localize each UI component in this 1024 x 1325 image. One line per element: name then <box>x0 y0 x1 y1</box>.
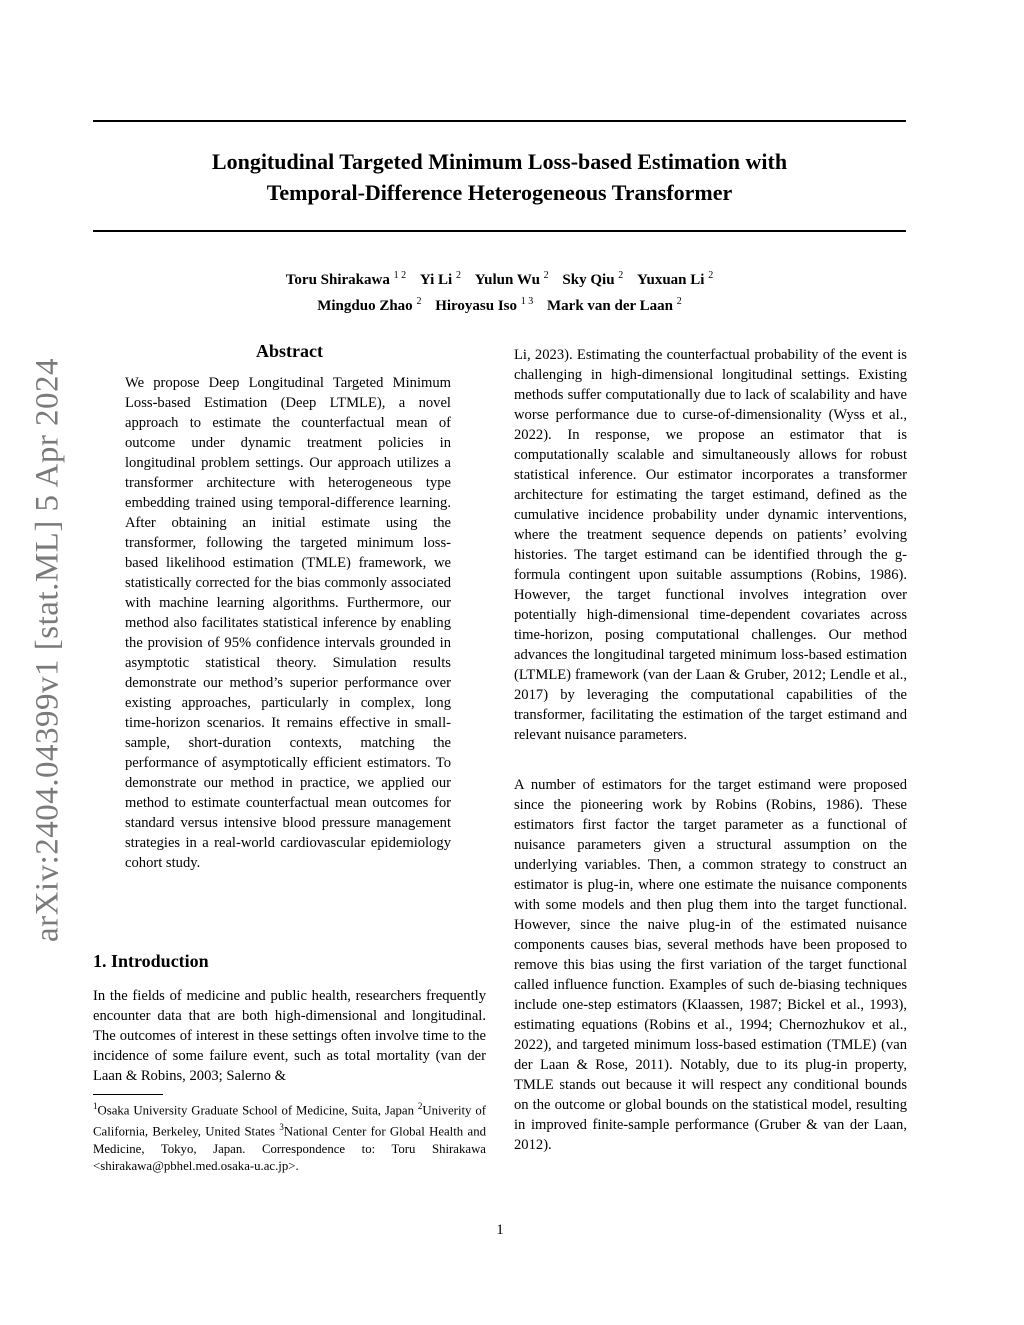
abstract-text: We propose Deep Longitudinal Targeted Minimum Loss-based Estimation (Deep LTMLE), a novel approach to estimate the counterfactual mean of outcome under dynamic treatment policies in longitudinal problem settings. Our approach utilizes a transformer architecture with heterogeneous type embedding trained using temporal-difference learning. After obtaining an initial estimate using the transformer, following the targeted minimum loss-based likelihood estimation (TMLE) framework, we statistically corrected for the bias commonly associated with machine learning algorithms. Furthermore, our method also facilitates statistical inference by enabling the provision of 95% confidence intervals grounded in asymptotic statistical theory. Simulation results demonstrate our method’s superior performance over existing approaches, particularly in complex, long time-horizon scenarios. It remains effective in small-sample, short-duration contexts, matching the performance of asymptotically efficient estimators. To demonstrate our method in practice, we applied our method to estimate counterfactual mean outcomes for standard versus intensive blood pressure management strategies in a real-world cardiovascular epidemiology cohort study. <box>125 375 451 871</box>
abstract-heading: Abstract <box>256 341 323 361</box>
author-list <box>93 265 906 317</box>
right-column-paragraph-2: A number of estimators for the target estimand were proposed since the pioneering work by Robins (Robins, 1986). These estimators first factor the target parameter as a functional of nuisance parameters given a structural assumption on the underlying variables. Then, a common strategy to construct an estimator is plug-in, where one estimate the nuisance components with some models and then plug them into the target functional. However, since the naive plug-in of the estimated nuisance components causes bias, several methods have been proposed to remove this bias using the first variation of the target functional called influence function. Examples of such de-biasing techniques include one-step estimators (Klaassen, 1987; Bickel et al., 1993), estimating equations (Robins et al., 1994; Chernozhukov et al., 2022), and targeted minimum loss-based estimation (TMLE) (van der Laan & Rose, 2011). Notably, due to its plug-in property, TMLE stands out because it will respect any conditional bounds on the outcome or global bounds on the statistical model, resulting in improved finite-sample performance (Gruber & van der Laan, 2012). <box>514 777 907 1153</box>
author: Toru Shirakawa $^{1 2}$ <box>285 270 407 288</box>
title-top-rule <box>93 120 906 122</box>
footnote-rule <box>93 1094 163 1095</box>
author: Hiroyasu Iso $^{1 3}$ <box>435 296 534 314</box>
title-bottom-rule <box>93 230 906 232</box>
right-column-paragraph-1: Li, 2023). Estimating the counterfactual probability of the event is challenging in high-dimensional longitudinal settings. Existing methods suffer computationally due to lack of scalability and have worse performance due to curse-of-dimensionality (Wyss et al., 2022). In response, we propose an estimator that is computationally scalable and simultaneously allows for robust statistical inference. Our estimator incorporates a transformer architecture for estimating the target estimand, defined as the cumulative incidence probability under dynamic interventions, where the treatment sequence depends on patients’ evolving histories. The target estimand can be identified through the g-formula contingent upon suitable assumptions (Robins, 1986). However, the target functional involves integration over potentially high-dimensional time-dependent covariates across time-horizon, posing computational challenges. Our method advances the longitudinal targeted minimum loss-based estimation (LTMLE) framework (van der Laan & Gruber, 2012; Lendle et al., 2017) by leveraging the computational capabilities of the transformer, facilitating the estimation of the target estimand and relevant nuisance parameters. <box>514 347 907 743</box>
title-line-1: Longitudinal Targeted Minimum Loss-based Estimation with <box>211 149 788 174</box>
introduction-heading: 1. Introduction <box>93 951 209 971</box>
author: Mark van der Laan $^2$ <box>547 296 682 314</box>
author-line-2 <box>93 291 906 317</box>
affiliation-footnote: $^1$Osaka University Graduate School of Medicine, Suita, Japan $^2$Univerity of California, Berkeley, United States $^3$National Center for Global Health and Medicine, Tokyo, Japan. Correspondence to: Toru Shirakawa <shirakawa@pbhel.med.osaka-u.ac.jp>. <box>93 1101 487 1173</box>
author: Sky Qiu $^2$ <box>562 270 624 288</box>
author: Yi Li $^2$ <box>419 270 461 288</box>
arxiv-identifier: arXiv:2404.04399v1 [stat.ML] 5 Apr 2024 <box>29 357 66 943</box>
author-line-1 <box>93 265 906 291</box>
title-line-2: Temporal-Difference Heterogeneous Transformer <box>266 180 733 205</box>
paper-title <box>93 146 906 208</box>
author: Yulun Wu $^2$ <box>474 270 549 288</box>
author: Mingduo Zhao $^2$ <box>317 296 422 314</box>
author: Yuxuan Li $^2$ <box>637 270 714 288</box>
introduction-text: In the fields of medicine and public health, researchers frequently encounter data that are both high-dimensional and longitudinal. The outcomes of interest in these settings often involve time to the incidence of some failure event, such as total mortality (van der Laan & Robins, 2003; Salerno & <box>93 988 486 1084</box>
page-number: 1 <box>496 1222 504 1238</box>
